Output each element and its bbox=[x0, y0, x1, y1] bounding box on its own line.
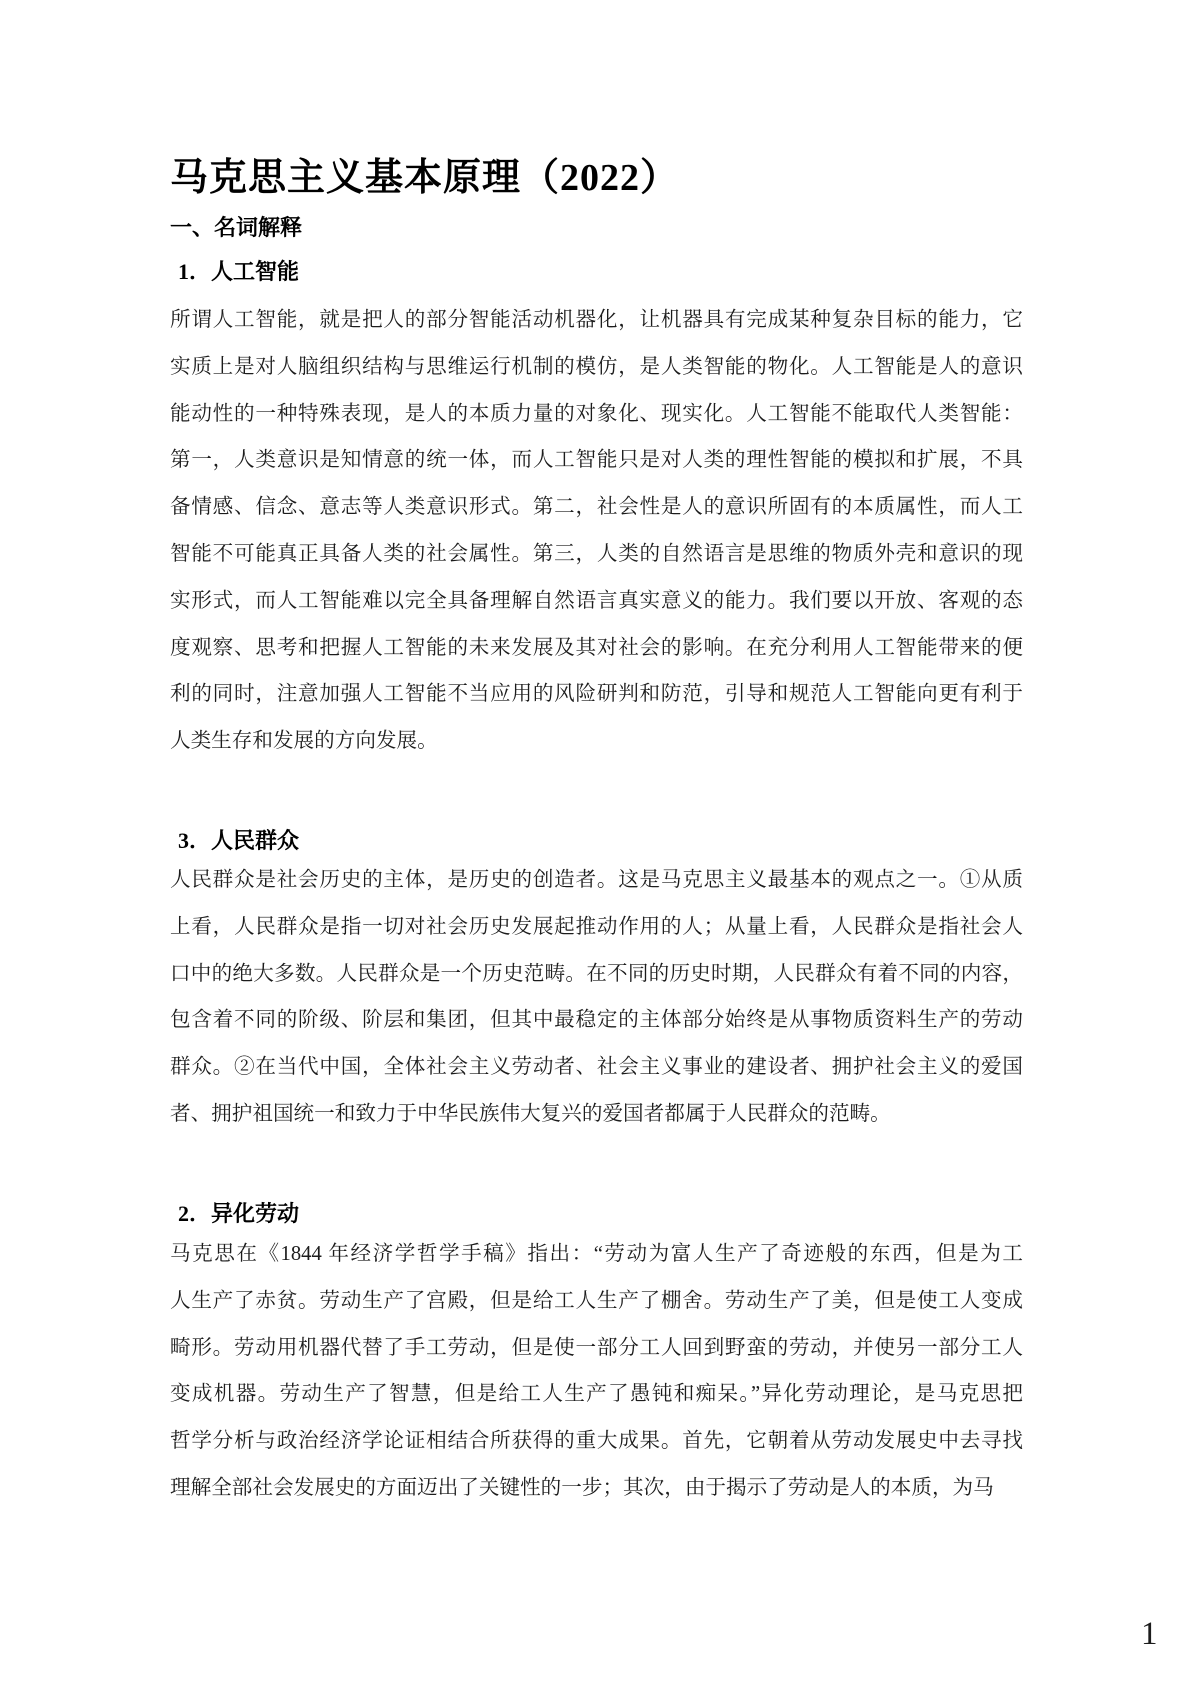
paragraph-people-masses bbox=[170, 857, 1023, 1138]
text-line: 备情感、信念、意志等人类意识形式。第二，社会性是人的意识所固有的本质属性，而人工 bbox=[170, 496, 1023, 519]
text-line: 实形式，而人工智能难以完全具备理解自然语言真实意义的能力。我们要以开放、客观的态 bbox=[170, 589, 1023, 612]
page-number: 1 bbox=[1141, 1616, 1158, 1652]
text-line: 所谓人工智能，就是把人的部分智能活动机器化，让机器具有完成某种复杂目标的能力，它 bbox=[170, 309, 1023, 331]
text-line: 人民群众是社会历史的主体，是历史的创造者。这是马克思主义最基本的观点之一。①从质 bbox=[170, 869, 1023, 891]
paragraph-alienated-labor bbox=[170, 1231, 1023, 1512]
text-line: 智能不可能真正具备人类的社会属性。第三，人类的自然语言是思维的物质外壳和意识的现 bbox=[170, 542, 1023, 565]
text-line: 第一，人类意识是知情意的统一体，而人工智能只是对人类的理性智能的模拟和扩展，不具 bbox=[170, 449, 1023, 472]
text-line: 马克思在《1844 年经济学哲学手稿》指出：“劳动为富人生产了奇迹般的东西，但是为工 bbox=[170, 1243, 1023, 1265]
text-line: 实质上是对人脑组织结构与思维运行机制的模仿，是人类智能的物化。人工智能是人的意识 bbox=[170, 355, 1023, 378]
term-heading-artificial-intelligence: 1．人工智能 bbox=[178, 259, 300, 284]
text-line: 能动性的一种特殊表现，是人的本质力量的对象化、现实化。人工智能不能取代人类智能： bbox=[170, 402, 1023, 425]
text-line: 者、拥护祖国统一和致力于中华民族伟大复兴的爱国者都属于人民群众的范畴。 bbox=[170, 1102, 891, 1125]
text-line: 度观察、思考和把握人工智能的未来发展及其对社会的影响。在充分利用人工智能带来的便 bbox=[170, 636, 1023, 659]
text-line: 包含着不同的阶级、阶层和集团，但其中最稳定的主体部分始终是从事物质资料生产的劳动 bbox=[170, 1009, 1023, 1032]
text-line: 人生产了赤贫。劳动生产了宫殿，但是给工人生产了棚舍。劳动生产了美，但是使工人变成 bbox=[170, 1289, 1023, 1312]
text-line: 畸形。劳动用机器代替了手工劳动，但是使一部分工人回到野蛮的劳动，并使另一部分工人 bbox=[170, 1336, 1023, 1359]
text-line: 上看，人民群众是指一切对社会历史发展起推动作用的人；从量上看，人民群众是指社会人 bbox=[170, 915, 1023, 938]
text-line: 利的同时，注意加强人工智能不当应用的风险研判和防范，引导和规范人工智能向更有利于 bbox=[170, 683, 1023, 706]
section-heading-terms: 一、名词解释 bbox=[170, 215, 303, 240]
text-line: 理解全部社会发展史的方面迈出了关键性的一步；其次，由于揭示了劳动是人的本质，为马 bbox=[170, 1476, 994, 1499]
term-heading-alienated-labor: 2．异化劳动 bbox=[178, 1201, 300, 1226]
text-line: 变成机器。劳动生产了智慧，但是给工人生产了愚钝和痴呆。”异化劳动理论，是马克思把 bbox=[170, 1383, 1023, 1406]
term-heading-people-masses: 3．人民群众 bbox=[178, 828, 300, 853]
paragraph-artificial-intelligence bbox=[170, 297, 1023, 765]
text-line: 哲学分析与政治经济学论证相结合所获得的重大成果。首先，它朝着从劳动发展史中去寻找 bbox=[170, 1430, 1023, 1453]
document-title: 马克思主义基本原理（2022） bbox=[170, 157, 680, 199]
text-line: 群众。②在当代中国，全体社会主义劳动者、社会主义事业的建设者、拥护社会主义的爱国 bbox=[170, 1056, 1023, 1079]
text-line: 人类生存和发展的方向发展。 bbox=[170, 730, 438, 753]
text-line: 口中的绝大多数。人民群众是一个历史范畴。在不同的历史时期，人民群众有着不同的内容， bbox=[170, 962, 1023, 985]
